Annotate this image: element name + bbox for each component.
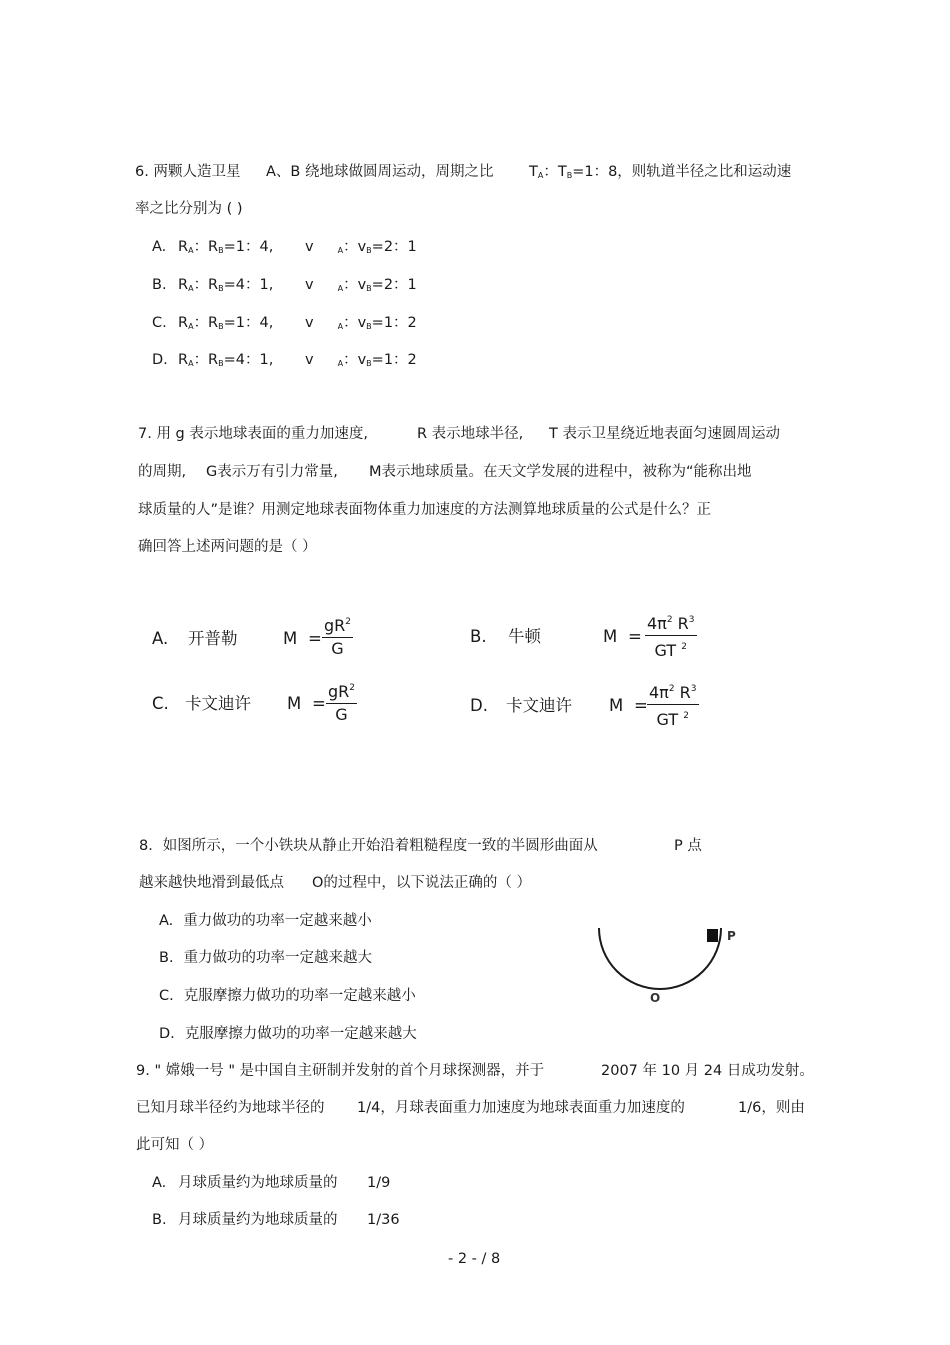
q8-option-b: B. 重力做功的功率一定越来越大 — [159, 950, 373, 966]
q8-line1-start: 8．如图所示，一个小铁块从静止开始沿着粗糙程度一致的半圆形曲面从 — [139, 838, 598, 854]
label-o: O — [650, 991, 661, 1005]
q7-option-a-m: M — [283, 629, 298, 648]
q7-option-d-m: M — [609, 696, 624, 715]
q9-line1-start: 9. " 嫦娥一号 " 是中国自主研制并发射的首个月球探测器，并于 — [136, 1063, 545, 1079]
q7-option-b-m: M — [603, 627, 618, 646]
q7-option-c-formula: $gR^2$ G — [328, 682, 356, 724]
q8-option-a: A. 重力做功的功率一定越来越小 — [159, 913, 372, 929]
page-number: - 2 - / 8 — [448, 1251, 501, 1267]
q6-line1-start: 6. 两颗人造卫星 — [135, 164, 241, 180]
q7-line3: 球质量的人”是谁？用测定地球表面物体重力加速度的方法测算地球质量的公式是什么？正 — [138, 502, 712, 518]
q7-line2-mid: G表示万有引力常量, — [206, 464, 338, 480]
q8-option-d: D. 克服摩擦力做功的功率一定越来越大 — [159, 1026, 417, 1042]
q7-option-a-letter: A. — [152, 629, 169, 648]
q8-line2-start: 越来越快地滑到最低点 — [139, 875, 284, 891]
q7-line1-end: T 表示卫星绕近地表面匀速圆周运动 — [549, 426, 780, 442]
q7-option-b-formula: $4\pi^2$ $R^3$ GT $^2$ — [647, 614, 695, 660]
iron-block — [707, 929, 718, 942]
q7-option-a-formula: $gR^2$ G — [324, 616, 352, 658]
q6-period-ratio: TA：TB=1：8，则轨道半径之比和运动速 — [529, 164, 792, 180]
q7-option-c-eq: = — [312, 694, 326, 713]
q7-option-b-name: 牛顿 — [508, 627, 541, 646]
q6-line1-mid: A、B 绕地球做圆周运动，周期之比 — [266, 164, 494, 180]
q7-option-d-formula: $4\pi^2$ $R^3$ GT $^2$ — [649, 683, 697, 729]
q9-line3: 此可知（ ） — [136, 1137, 214, 1153]
q7-line2-end: M表示地球质量。在天文学发展的进程中，被称为“能称出地 — [369, 464, 752, 480]
q9-line2-mid: 1/4，月球表面重力加速度为地球表面重力加速度的 — [357, 1100, 685, 1116]
q7-option-c-letter: C. — [152, 694, 169, 713]
semicircle-figure — [590, 918, 750, 1008]
q8-line1-end: P 点 — [674, 838, 702, 854]
q7-option-c-m: M — [287, 694, 302, 713]
q7-line2-start: 的周期, — [138, 464, 187, 480]
q9-line2-start: 已知月球半径约为地球半径的 — [136, 1100, 325, 1116]
q7-option-a-eq: = — [308, 629, 322, 648]
q7-line1-start: 7. 用 g 表示地球表面的重力加速度, — [138, 426, 368, 442]
q7-option-b-eq: = — [628, 627, 642, 646]
q8-option-c: C. 克服摩擦力做功的功率一定越来越小 — [159, 988, 416, 1004]
q7-line4: 确回答上述两问题的是（ ） — [138, 539, 317, 555]
label-p: P — [727, 929, 736, 943]
q7-option-c-name: 卡文迪许 — [185, 694, 251, 713]
q7-option-b-letter: B. — [470, 627, 487, 646]
q7-option-d-letter: D. — [470, 696, 488, 715]
q9-line1-end: 2007 年 10 月 24 日成功发射。 — [601, 1063, 814, 1079]
q9-line2-end: 1/6，则由 — [738, 1100, 805, 1116]
q8-line2-end: O的过程中，以下说法正确的（ ） — [312, 875, 532, 891]
q7-option-a-name: 开普勒 — [188, 629, 238, 648]
semicircle-curve — [599, 928, 721, 989]
q6-line2: 率之比分别为 ( ) — [135, 201, 243, 217]
q7-option-d-eq: = — [634, 696, 648, 715]
q7-line1-mid: R 表示地球半径, — [417, 426, 524, 442]
q7-option-d-name: 卡文迪许 — [506, 696, 572, 715]
